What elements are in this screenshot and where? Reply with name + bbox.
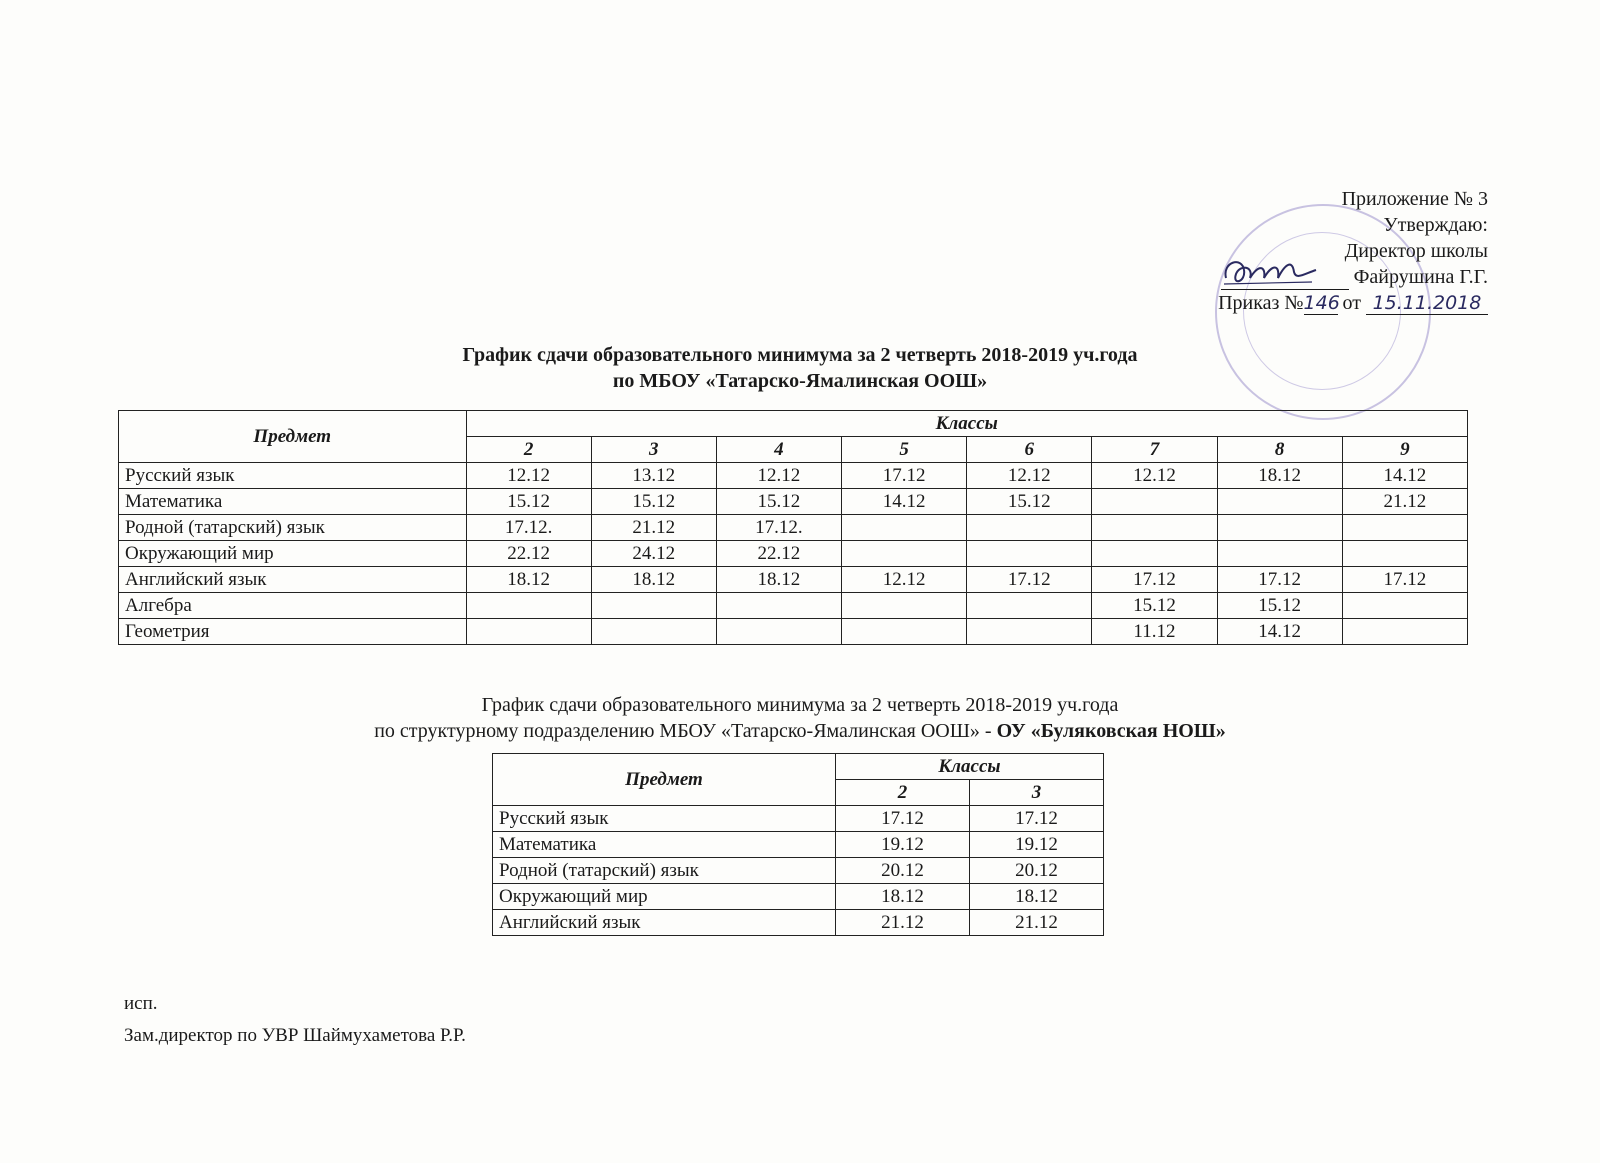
date-cell: 14.12 <box>1342 463 1467 489</box>
sub-heading-line2 <box>0 718 1600 744</box>
order-prefix: Приказ № <box>1218 292 1304 314</box>
class-header: 3 <box>970 780 1104 806</box>
subject-cell: Русский язык <box>119 463 467 489</box>
order-date: 15.11.2018 <box>1366 292 1488 315</box>
date-cell <box>466 593 591 619</box>
schedule-table-branch <box>492 753 1104 936</box>
schedule-table-main <box>118 410 1468 645</box>
date-cell <box>1217 515 1342 541</box>
date-cell: 17.12. <box>716 515 841 541</box>
subject-cell: Математика <box>493 832 836 858</box>
date-cell: 17.12. <box>466 515 591 541</box>
subject-header: Предмет <box>493 754 836 806</box>
executor-label: исп. <box>124 993 158 1014</box>
date-cell <box>466 619 591 645</box>
date-cell <box>1342 515 1467 541</box>
date-cell: 12.12 <box>842 567 967 593</box>
director-title: Директор школы <box>1344 240 1488 262</box>
subject-cell: Математика <box>119 489 467 515</box>
date-cell: 12.12 <box>1092 463 1217 489</box>
table-row <box>119 489 1468 515</box>
order-from: от <box>1342 292 1361 314</box>
date-cell: 14.12 <box>1217 619 1342 645</box>
date-cell: 18.12 <box>591 567 716 593</box>
subject-cell: Родной (татарский) язык <box>493 858 836 884</box>
table-row <box>119 619 1468 645</box>
subject-header: Предмет <box>119 411 467 463</box>
date-cell: 21.12 <box>836 910 970 936</box>
date-cell <box>1342 541 1467 567</box>
date-cell <box>591 593 716 619</box>
date-cell: 18.12 <box>836 884 970 910</box>
date-cell: 17.12 <box>842 463 967 489</box>
table-row <box>119 567 1468 593</box>
date-cell <box>716 619 841 645</box>
approve-label: Утверждаю: <box>1383 214 1488 236</box>
table-row <box>493 910 1104 936</box>
date-cell: 21.12 <box>591 515 716 541</box>
subject-cell: Окружающий мир <box>493 884 836 910</box>
subject-cell: Геометрия <box>119 619 467 645</box>
class-header: 6 <box>967 437 1092 463</box>
date-cell <box>1342 619 1467 645</box>
date-cell: 12.12 <box>466 463 591 489</box>
schedule-body <box>119 463 1468 645</box>
subject-cell: Окружающий мир <box>119 541 467 567</box>
date-cell <box>716 593 841 619</box>
classes-header: Классы <box>466 411 1468 437</box>
table-row <box>119 541 1468 567</box>
date-cell <box>842 593 967 619</box>
date-cell: 18.12 <box>970 884 1104 910</box>
subject-cell: Английский язык <box>493 910 836 936</box>
class-header: 2 <box>466 437 591 463</box>
sub-heading-line2-text: по структурному подразделению МБОУ «Татарско-Ямалинская ООШ» - <box>374 720 997 742</box>
table-row <box>119 515 1468 541</box>
date-cell: 17.12 <box>1217 567 1342 593</box>
footer <box>124 988 466 1052</box>
date-cell: 22.12 <box>466 541 591 567</box>
date-cell: 18.12 <box>466 567 591 593</box>
table-row <box>119 593 1468 619</box>
date-cell: 17.12 <box>967 567 1092 593</box>
table-row <box>493 806 1104 832</box>
sub-heading-line1: График сдачи образовательного минимума за 2 четверть 2018-2019 уч.года <box>481 694 1119 716</box>
date-cell: 12.12 <box>967 463 1092 489</box>
date-cell: 21.12 <box>970 910 1104 936</box>
date-cell: 15.12 <box>1092 593 1217 619</box>
approval-block <box>1168 186 1488 316</box>
date-cell: 18.12 <box>716 567 841 593</box>
date-cell <box>1092 489 1217 515</box>
date-cell: 18.12 <box>1217 463 1342 489</box>
date-cell: 21.12 <box>1342 489 1467 515</box>
director-name: Файрушина Г.Г. <box>1353 266 1488 288</box>
date-cell <box>967 619 1092 645</box>
date-cell: 14.12 <box>842 489 967 515</box>
date-cell <box>967 541 1092 567</box>
date-cell: 15.12 <box>466 489 591 515</box>
date-cell: 19.12 <box>970 832 1104 858</box>
order-number: 146 <box>1303 292 1340 314</box>
table-row <box>493 884 1104 910</box>
date-cell: 20.12 <box>970 858 1104 884</box>
sub-heading <box>0 692 1600 744</box>
sub-heading-school: ОУ «Буляковская НОШ» <box>996 720 1226 742</box>
date-cell <box>591 619 716 645</box>
date-cell: 15.12 <box>716 489 841 515</box>
date-cell: 17.12 <box>970 806 1104 832</box>
date-cell: 17.12 <box>1092 567 1217 593</box>
date-cell: 13.12 <box>591 463 716 489</box>
date-cell: 12.12 <box>716 463 841 489</box>
date-cell <box>1092 541 1217 567</box>
date-cell <box>1092 515 1217 541</box>
signature-line <box>1221 267 1349 290</box>
table-row <box>493 832 1104 858</box>
main-heading <box>0 342 1600 394</box>
date-cell: 24.12 <box>591 541 716 567</box>
main-heading-line1: График сдачи образовательного минимума за 2 четверть 2018-2019 уч.года <box>462 344 1138 366</box>
class-header: 2 <box>836 780 970 806</box>
order-line <box>1168 290 1488 316</box>
date-cell <box>1217 489 1342 515</box>
date-cell: 19.12 <box>836 832 970 858</box>
schedule-body <box>493 806 1104 936</box>
subject-cell: Родной (татарский) язык <box>119 515 467 541</box>
date-cell: 20.12 <box>836 858 970 884</box>
date-cell: 15.12 <box>591 489 716 515</box>
date-cell <box>842 619 967 645</box>
date-cell: 11.12 <box>1092 619 1217 645</box>
date-cell <box>842 515 967 541</box>
table-row <box>493 858 1104 884</box>
date-cell <box>967 593 1092 619</box>
date-cell <box>1217 541 1342 567</box>
class-header: 7 <box>1092 437 1217 463</box>
executor-name: Зам.директор по УВР Шаймухаметова Р.Р. <box>124 1025 466 1046</box>
appendix-label: Приложение № 3 <box>1341 188 1488 210</box>
date-cell <box>967 515 1092 541</box>
date-cell: 17.12 <box>836 806 970 832</box>
subject-cell: Английский язык <box>119 567 467 593</box>
class-header: 3 <box>591 437 716 463</box>
date-cell <box>1342 593 1467 619</box>
date-cell: 15.12 <box>967 489 1092 515</box>
class-header: 9 <box>1342 437 1467 463</box>
date-cell: 22.12 <box>716 541 841 567</box>
classes-header: Классы <box>836 754 1104 780</box>
class-header: 5 <box>842 437 967 463</box>
class-header: 4 <box>716 437 841 463</box>
table-row <box>119 463 1468 489</box>
date-cell <box>842 541 967 567</box>
main-heading-line2: по МБОУ «Татарско-Ямалинская ООШ» <box>612 370 988 392</box>
subject-cell: Алгебра <box>119 593 467 619</box>
director-name-line <box>1168 264 1488 290</box>
date-cell: 15.12 <box>1217 593 1342 619</box>
class-header: 8 <box>1217 437 1342 463</box>
subject-cell: Русский язык <box>493 806 836 832</box>
date-cell: 17.12 <box>1342 567 1467 593</box>
